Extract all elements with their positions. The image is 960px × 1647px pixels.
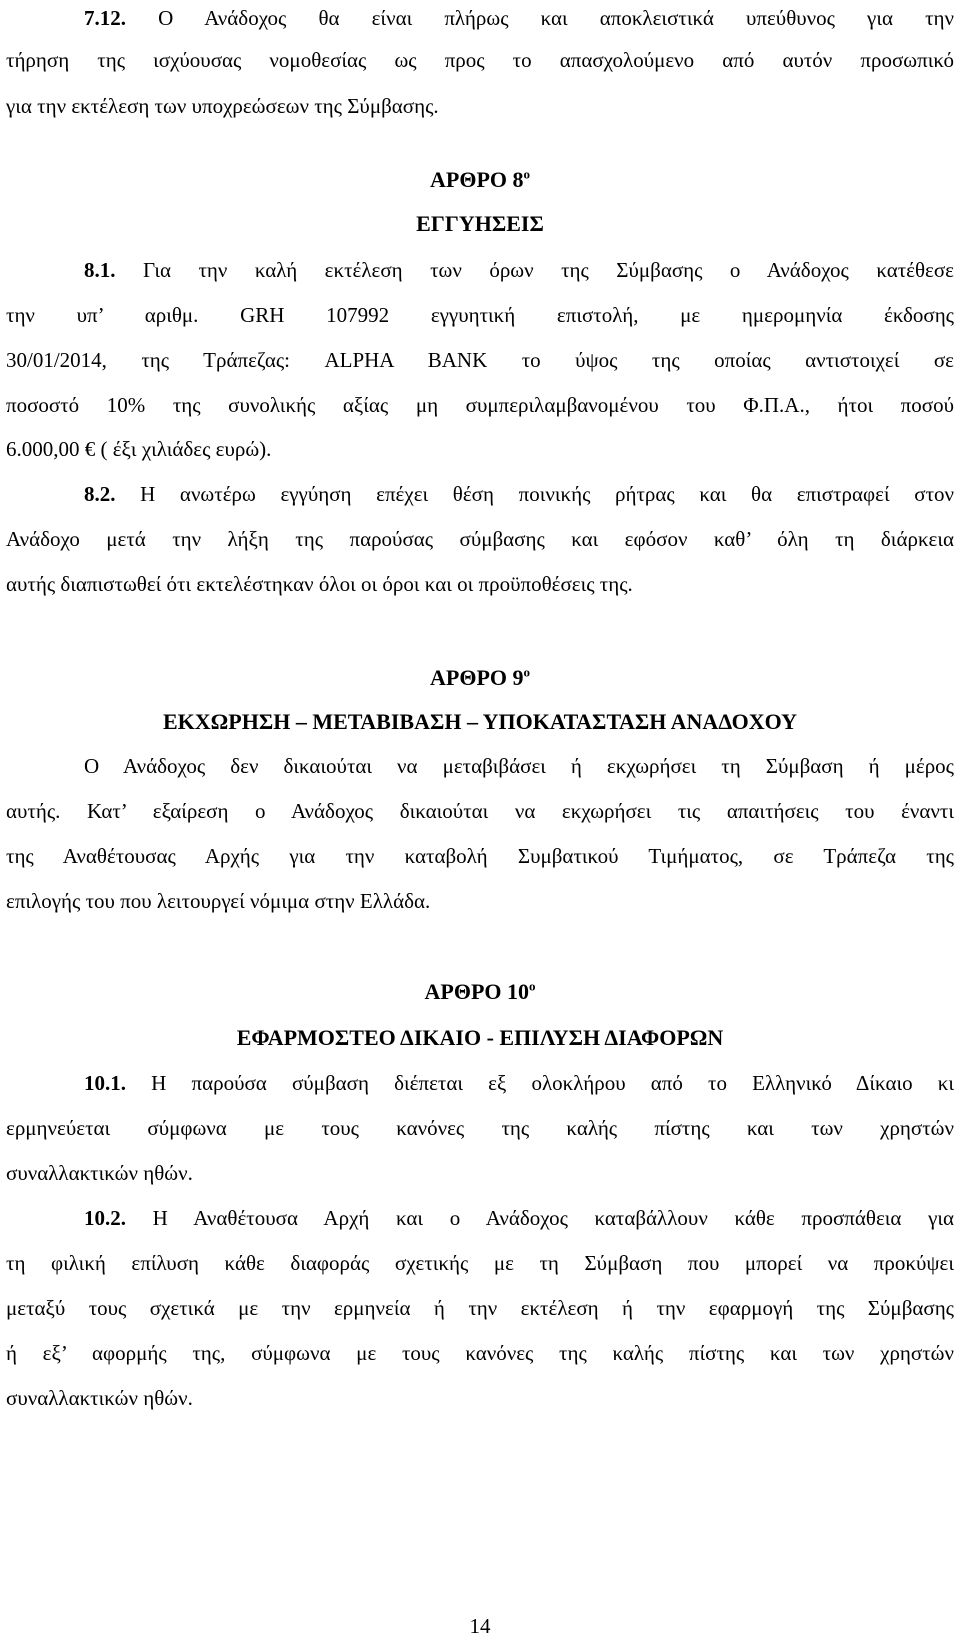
clause-8-2-text-1: Η ανωτέρω εγγύηση επέχει θέση ποινικής ρήτρας και θα επιστραφεί στον [140,482,955,506]
article-9-title [0,662,960,694]
article-9-subtitle: ΕΚΧΩΡΗΣΗ – ΜΕΤΑΒΙΒΑΣΗ – ΥΠΟΚΑΤΑΣΤΑΣΗ ΑΝΑΔΟΧΟΥ [162,709,798,734]
article-8-title [0,164,960,196]
paragraph-7-12-line-3: για την εκτέλεση των υποχρεώσεων της Σύμβασης. [6,94,439,118]
clause-number-10-1: 10.1. [84,1071,126,1095]
paragraph-8-2-line-1 [6,478,954,510]
article-8-sup: ο [523,166,530,182]
paragraph-8-2-line-2: Ανάδοχο μετά την λήξη της παρούσας σύμβασης και εφόσον καθ’ όλη τη διάρκεια [6,527,954,551]
paragraph-9-line-3: της Αναθέτουσας Αρχής για την καταβολή Συμβατικού Τιμήματος, σε Τράπεζα της [6,844,954,868]
article-9-title-text: ΑΡΘΡΟ 9 [430,665,524,690]
page-number: 14 [469,1614,491,1638]
paragraph-10-1-line-2: ερμηνεύεται σύμφωνα με τους κανόνες της καλής πίστης και των χρηστών [6,1116,954,1140]
paragraph-8-1-line-2: την υπ’ αριθμ. GRH 107992 εγγυητική επιστολή, με ημερομηνία έκδοσης [6,303,954,327]
paragraph-10-2-line-1 [6,1202,954,1234]
clause-number-8-2: 8.2. [84,482,116,506]
article-8-title-text: ΑΡΘΡΟ 8 [430,167,524,192]
article-9-sup: ο [523,664,530,680]
article-10-title [0,976,960,1008]
paragraph-9-line-1: Ο Ανάδοχος δεν δικαιούται να μεταβιβάσει ή εκχωρήσει τη Σύμβαση ή μέρος [84,754,954,778]
clause-8-1-text-1: Για την καλή εκτέλεση των όρων της Σύμβασης ο Ανάδοχος κατέθεσε [142,258,955,282]
paragraph-10-2-line-4: ή εξ’ αφορμής της, σύμφωνα με τους κανόνες της καλής πίστης και των χρηστών [6,1341,954,1365]
clause-10-2-text-1: Η Αναθέτουσα Αρχή και ο Ανάδοχος καταβάλλουν κάθε προσπάθεια για [152,1206,954,1230]
paragraph-10-1-line-1 [6,1067,954,1099]
clause-7-12-text-1: Ο Ανάδοχος θα είναι πλήρως και αποκλειστικά υπεύθυνος για την [158,6,954,30]
paragraph-8-1-line-1 [6,254,954,286]
article-10-subtitle: ΕΦΑΡΜΟΣΤΕΟ ΔΙΚΑΙΟ - ΕΠΙΛΥΣΗ ΔΙΑΦΟΡΩΝ [236,1025,724,1050]
paragraph-8-1-line-4: ποσοστό 10% της συνολικής αξίας μη συμπεριλαμβανομένου του Φ.Π.Α., ήτοι ποσού [6,393,954,417]
paragraph-8-1-line-5: 6.000,00 € ( έξι χιλιάδες ευρώ). [6,437,272,461]
article-10-title-text: ΑΡΘΡΟ 10 [424,979,529,1004]
paragraph-10-1-line-3: συναλλακτικών ηθών. [6,1161,193,1185]
paragraph-10-2-line-2: τη φιλική επίλυση κάθε διαφοράς σχετικής με τη Σύμβαση που μπορεί να προκύψει [6,1251,954,1275]
article-10-sup: ο [529,978,536,994]
clause-number-10-2: 10.2. [84,1206,126,1230]
clause-number-8-1: 8.1. [84,258,116,282]
clause-number-7-12: 7.12. [84,6,126,30]
article-8-subtitle: ΕΓΓΥΗΣΕΙΣ [416,211,544,236]
paragraph-9-line-2: αυτής. Κατ’ εξαίρεση ο Ανάδοχος δικαιούται να εκχωρήσει τις απαιτήσεις του έναντι [6,799,954,823]
paragraph-8-2-line-3: αυτής διαπιστωθεί ότι εκτελέστηκαν όλοι οι όροι και οι προϋποθέσεις της. [6,572,633,596]
clause-10-1-text-1: Η παρούσα σύμβαση διέπεται εξ ολοκλήρου από το Ελληνικό Δίκαιο κι [151,1071,954,1095]
paragraph-10-2-line-3: μεταξύ τους σχετικά με την ερμηνεία ή την εκτέλεση ή την εφαρμογή της Σύμβασης [6,1296,954,1320]
paragraph-9-line-4: επιλογής του που λειτουργεί νόμιμα στην Ελλάδα. [6,889,431,913]
paragraph-7-12-line-1 [6,2,954,34]
paragraph-10-2-line-5: συναλλακτικών ηθών. [6,1386,193,1410]
paragraph-8-1-line-3: 30/01/2014, της Τράπεζας: ALPHA BANK το ύψος της οποίας αντιστοιχεί σε [6,348,954,372]
paragraph-7-12-line-2: τήρηση της ισχύουσας νομοθεσίας ως προς το απασχολούμενο από αυτόν προσωπικό [6,48,954,72]
